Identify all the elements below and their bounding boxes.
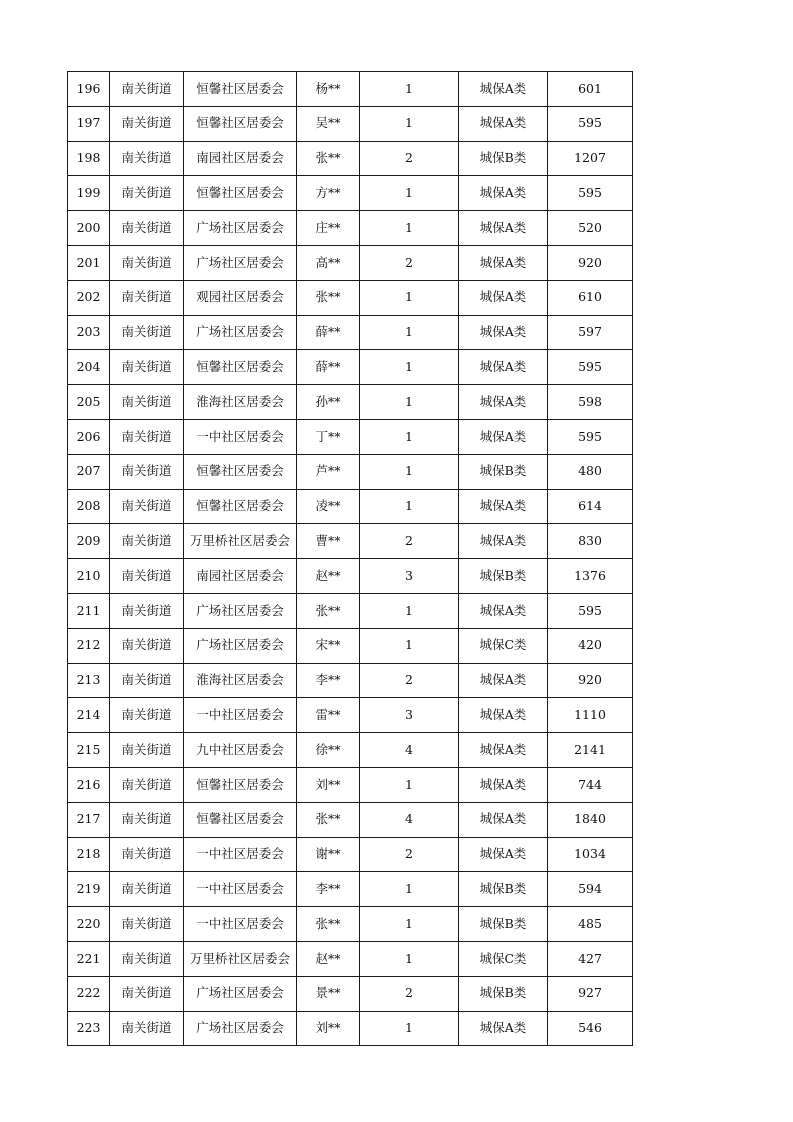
community-cell: 万里桥社区居委会 [184,524,297,559]
insurance-type-cell: 城保A类 [459,106,548,141]
community-cell: 一中社区居委会 [184,907,297,942]
row-number-cell: 221 [68,941,110,976]
amount-cell: 920 [548,663,633,698]
community-cell: 淮海社区居委会 [184,385,297,420]
amount-cell: 485 [548,907,633,942]
amount-cell: 744 [548,767,633,802]
household-count-cell: 1 [360,211,459,246]
community-cell: 恒馨社区居委会 [184,72,297,107]
row-number-cell: 207 [68,454,110,489]
row-number-cell: 199 [68,176,110,211]
amount-cell: 546 [548,1011,633,1046]
row-number-cell: 216 [68,767,110,802]
insurance-type-cell: 城保A类 [459,767,548,802]
beneficiary-table [67,71,633,1046]
table-row [68,106,633,141]
household-count-cell: 1 [360,489,459,524]
community-cell: 广场社区居委会 [184,976,297,1011]
name-cell: 景** [297,976,360,1011]
table-row [68,872,633,907]
amount-cell: 614 [548,489,633,524]
street-cell: 南关街道 [110,733,184,768]
amount-cell: 2141 [548,733,633,768]
community-cell: 恒馨社区居委会 [184,489,297,524]
amount-cell: 1034 [548,837,633,872]
household-count-cell: 1 [360,872,459,907]
street-cell: 南关街道 [110,280,184,315]
household-count-cell: 4 [360,733,459,768]
insurance-type-cell: 城保B类 [459,454,548,489]
household-count-cell: 1 [360,628,459,663]
community-cell: 广场社区居委会 [184,211,297,246]
street-cell: 南关街道 [110,837,184,872]
row-number-cell: 196 [68,72,110,107]
street-cell: 南关街道 [110,176,184,211]
name-cell: 曹** [297,524,360,559]
household-count-cell: 1 [360,106,459,141]
insurance-type-cell: 城保B类 [459,976,548,1011]
table-row [68,489,633,524]
insurance-type-cell: 城保A类 [459,733,548,768]
name-cell: 李** [297,663,360,698]
amount-cell: 830 [548,524,633,559]
table-row [68,245,633,280]
table-row [68,837,633,872]
row-number-cell: 211 [68,593,110,628]
household-count-cell: 1 [360,280,459,315]
table-row [68,663,633,698]
street-cell: 南关街道 [110,141,184,176]
name-cell: 薛** [297,315,360,350]
street-cell: 南关街道 [110,767,184,802]
community-cell: 一中社区居委会 [184,872,297,907]
name-cell: 芦** [297,454,360,489]
name-cell: 刘** [297,1011,360,1046]
row-number-cell: 213 [68,663,110,698]
street-cell: 南关街道 [110,559,184,594]
table-row [68,907,633,942]
street-cell: 南关街道 [110,802,184,837]
row-number-cell: 209 [68,524,110,559]
community-cell: 一中社区居委会 [184,837,297,872]
insurance-type-cell: 城保A类 [459,1011,548,1046]
row-number-cell: 197 [68,106,110,141]
street-cell: 南关街道 [110,385,184,420]
row-number-cell: 218 [68,837,110,872]
amount-cell: 595 [548,419,633,454]
row-number-cell: 200 [68,211,110,246]
table-row [68,767,633,802]
community-cell: 恒馨社区居委会 [184,106,297,141]
name-cell: 张** [297,907,360,942]
insurance-type-cell: 城保A类 [459,72,548,107]
community-cell: 观园社区居委会 [184,280,297,315]
table-row [68,385,633,420]
community-cell: 恒馨社区居委会 [184,767,297,802]
street-cell: 南关街道 [110,315,184,350]
table-row [68,698,633,733]
amount-cell: 598 [548,385,633,420]
row-number-cell: 220 [68,907,110,942]
household-count-cell: 2 [360,245,459,280]
name-cell: 谢** [297,837,360,872]
name-cell: 杨** [297,72,360,107]
community-cell: 广场社区居委会 [184,593,297,628]
household-count-cell: 2 [360,141,459,176]
name-cell: 丁** [297,419,360,454]
amount-cell: 520 [548,211,633,246]
household-count-cell: 1 [360,315,459,350]
row-number-cell: 203 [68,315,110,350]
table-row [68,350,633,385]
row-number-cell: 222 [68,976,110,1011]
insurance-type-cell: 城保C类 [459,628,548,663]
insurance-type-cell: 城保A类 [459,489,548,524]
name-cell: 吴** [297,106,360,141]
community-cell: 广场社区居委会 [184,1011,297,1046]
table-row [68,559,633,594]
household-count-cell: 1 [360,72,459,107]
household-count-cell: 1 [360,767,459,802]
table-row [68,628,633,663]
insurance-type-cell: 城保A类 [459,211,548,246]
household-count-cell: 1 [360,350,459,385]
insurance-type-cell: 城保C类 [459,941,548,976]
community-cell: 恒馨社区居委会 [184,176,297,211]
street-cell: 南关街道 [110,698,184,733]
household-count-cell: 2 [360,524,459,559]
table-row [68,176,633,211]
street-cell: 南关街道 [110,72,184,107]
street-cell: 南关街道 [110,663,184,698]
community-cell: 广场社区居委会 [184,245,297,280]
community-cell: 恒馨社区居委会 [184,454,297,489]
row-number-cell: 212 [68,628,110,663]
community-cell: 恒馨社区居委会 [184,802,297,837]
table-row [68,733,633,768]
community-cell: 九中社区居委会 [184,733,297,768]
insurance-type-cell: 城保A类 [459,663,548,698]
amount-cell: 595 [548,593,633,628]
table-row [68,419,633,454]
table-row [68,941,633,976]
insurance-type-cell: 城保A类 [459,176,548,211]
street-cell: 南关街道 [110,245,184,280]
table-row [68,315,633,350]
insurance-type-cell: 城保A类 [459,315,548,350]
table-row [68,524,633,559]
insurance-type-cell: 城保A类 [459,280,548,315]
community-cell: 南园社区居委会 [184,141,297,176]
household-count-cell: 1 [360,1011,459,1046]
amount-cell: 1840 [548,802,633,837]
household-count-cell: 1 [360,941,459,976]
row-number-cell: 214 [68,698,110,733]
table-row [68,280,633,315]
name-cell: 高** [297,245,360,280]
amount-cell: 1110 [548,698,633,733]
table-row [68,141,633,176]
insurance-type-cell: 城保B类 [459,872,548,907]
amount-cell: 595 [548,106,633,141]
street-cell: 南关街道 [110,1011,184,1046]
table-body [68,72,633,1046]
amount-cell: 1376 [548,559,633,594]
amount-cell: 420 [548,628,633,663]
street-cell: 南关街道 [110,524,184,559]
street-cell: 南关街道 [110,628,184,663]
insurance-type-cell: 城保A类 [459,350,548,385]
table-row [68,976,633,1011]
insurance-type-cell: 城保A类 [459,385,548,420]
community-cell: 恒馨社区居委会 [184,350,297,385]
row-number-cell: 223 [68,1011,110,1046]
street-cell: 南关街道 [110,907,184,942]
household-count-cell: 1 [360,454,459,489]
community-cell: 一中社区居委会 [184,698,297,733]
street-cell: 南关街道 [110,941,184,976]
row-number-cell: 208 [68,489,110,524]
household-count-cell: 2 [360,663,459,698]
table-row [68,802,633,837]
street-cell: 南关街道 [110,976,184,1011]
table-row [68,454,633,489]
row-number-cell: 202 [68,280,110,315]
street-cell: 南关街道 [110,593,184,628]
household-count-cell: 4 [360,802,459,837]
name-cell: 孙** [297,385,360,420]
name-cell: 张** [297,141,360,176]
name-cell: 庄** [297,211,360,246]
insurance-type-cell: 城保B类 [459,907,548,942]
name-cell: 宋** [297,628,360,663]
household-count-cell: 2 [360,976,459,1011]
name-cell: 张** [297,802,360,837]
name-cell: 刘** [297,767,360,802]
household-count-cell: 3 [360,698,459,733]
street-cell: 南关街道 [110,350,184,385]
household-count-cell: 1 [360,176,459,211]
name-cell: 方** [297,176,360,211]
insurance-type-cell: 城保A类 [459,245,548,280]
name-cell: 李** [297,872,360,907]
household-count-cell: 1 [360,907,459,942]
amount-cell: 610 [548,280,633,315]
street-cell: 南关街道 [110,454,184,489]
household-count-cell: 3 [360,559,459,594]
insurance-type-cell: 城保B类 [459,559,548,594]
household-count-cell: 1 [360,593,459,628]
insurance-type-cell: 城保A类 [459,837,548,872]
amount-cell: 594 [548,872,633,907]
community-cell: 广场社区居委会 [184,315,297,350]
community-cell: 广场社区居委会 [184,628,297,663]
row-number-cell: 206 [68,419,110,454]
name-cell: 徐** [297,733,360,768]
row-number-cell: 204 [68,350,110,385]
amount-cell: 597 [548,315,633,350]
community-cell: 万里桥社区居委会 [184,941,297,976]
insurance-type-cell: 城保A类 [459,524,548,559]
amount-cell: 601 [548,72,633,107]
row-number-cell: 215 [68,733,110,768]
table-row [68,72,633,107]
amount-cell: 595 [548,350,633,385]
community-cell: 淮海社区居委会 [184,663,297,698]
row-number-cell: 219 [68,872,110,907]
street-cell: 南关街道 [110,106,184,141]
name-cell: 凌** [297,489,360,524]
row-number-cell: 201 [68,245,110,280]
name-cell: 薛** [297,350,360,385]
insurance-type-cell: 城保A类 [459,802,548,837]
community-cell: 南园社区居委会 [184,559,297,594]
row-number-cell: 198 [68,141,110,176]
street-cell: 南关街道 [110,419,184,454]
household-count-cell: 2 [360,837,459,872]
amount-cell: 1207 [548,141,633,176]
insurance-type-cell: 城保A类 [459,698,548,733]
name-cell: 张** [297,280,360,315]
insurance-type-cell: 城保A类 [459,593,548,628]
name-cell: 雷** [297,698,360,733]
street-cell: 南关街道 [110,489,184,524]
row-number-cell: 210 [68,559,110,594]
name-cell: 张** [297,593,360,628]
street-cell: 南关街道 [110,211,184,246]
street-cell: 南关街道 [110,872,184,907]
row-number-cell: 205 [68,385,110,420]
table-row [68,1011,633,1046]
amount-cell: 927 [548,976,633,1011]
amount-cell: 480 [548,454,633,489]
amount-cell: 595 [548,176,633,211]
amount-cell: 920 [548,245,633,280]
household-count-cell: 1 [360,419,459,454]
household-count-cell: 1 [360,385,459,420]
name-cell: 赵** [297,559,360,594]
table-row [68,593,633,628]
insurance-type-cell: 城保A类 [459,419,548,454]
amount-cell: 427 [548,941,633,976]
community-cell: 一中社区居委会 [184,419,297,454]
row-number-cell: 217 [68,802,110,837]
name-cell: 赵** [297,941,360,976]
table-row [68,211,633,246]
insurance-type-cell: 城保B类 [459,141,548,176]
